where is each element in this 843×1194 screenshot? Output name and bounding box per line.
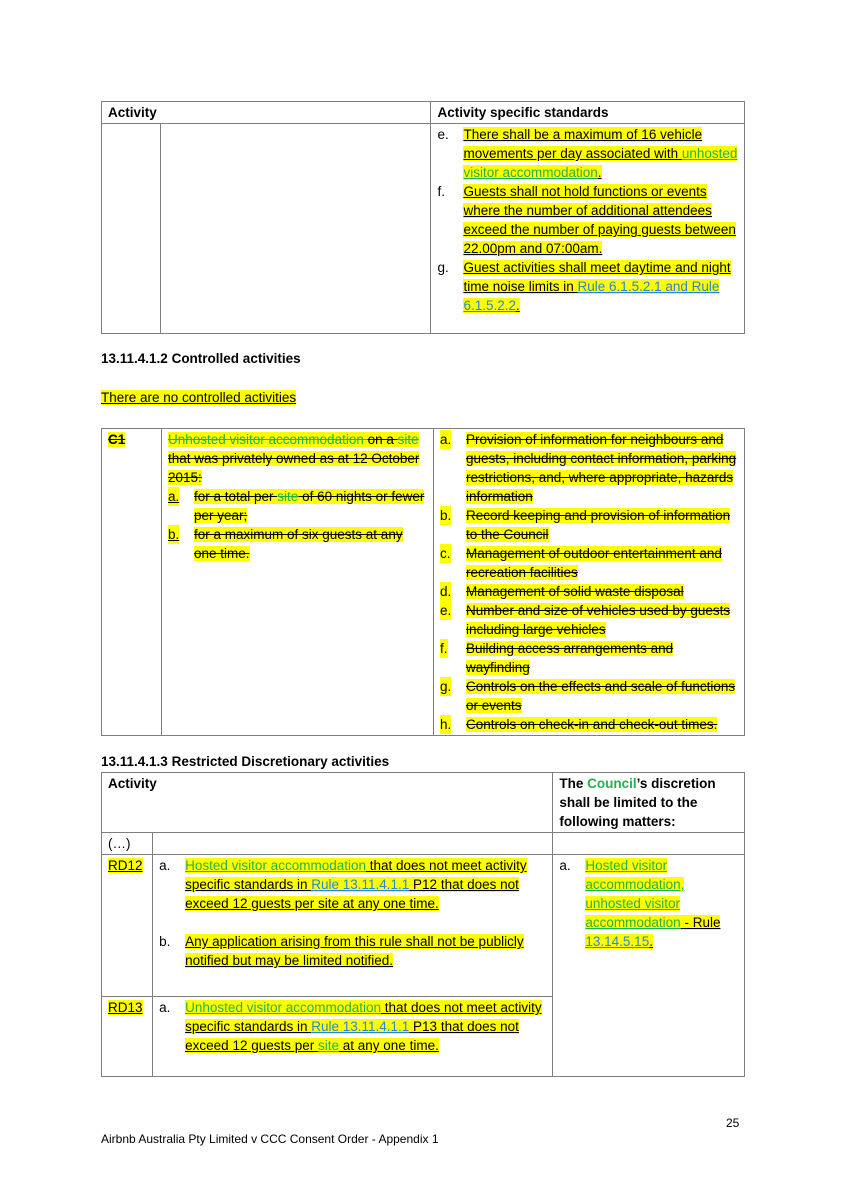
footer-text: Airbnb Australia Pty Limited v CCC Consent Order - Appendix 1 — [101, 1132, 439, 1146]
c1-activity-intro — [168, 430, 427, 487]
rd13-activity-cell — [153, 997, 553, 1077]
rd-ellipsis-empty — [153, 833, 553, 855]
rd13-list — [159, 998, 546, 1055]
matter-item — [440, 506, 738, 544]
restricted-discretionary-heading: 13.11.4.1.3 Restricted Discretionary activities — [101, 754, 390, 769]
list-marker: f. — [437, 184, 445, 199]
text-run: Unhosted visitor accommodation — [168, 432, 368, 447]
matter-text: Controls on the effects and scale of functions or events — [466, 679, 736, 713]
list-item — [168, 525, 427, 563]
text-run: Unhosted visitor accommodation — [185, 1000, 381, 1015]
matter-text: Number and size of vehicles used by guests including large vehicles — [466, 603, 731, 637]
text-run: Guest activities shall meet daytime and night time noise limits in — [463, 260, 731, 294]
text-run: site — [397, 432, 419, 447]
controlled-activities-table — [101, 428, 745, 736]
text-run: Guests shall not hold functions or events where the number of additional attendees exceed the number of paying guests between 22.00pm and 07:00am. — [463, 184, 736, 256]
text-run: on a — [367, 432, 398, 447]
text-run: Hosted visitor accommodation, unhosted visitor accommodation — [585, 858, 685, 930]
list-item — [159, 998, 546, 1055]
rule-id-c1: C1 — [102, 429, 162, 736]
standards-list — [437, 125, 738, 315]
text-run: P13 that does not exceed 12 guests per — [185, 1019, 519, 1053]
rd12-list — [159, 856, 546, 970]
activity-standards-table — [101, 101, 745, 334]
page-number: 25 — [726, 1116, 740, 1130]
rd-header-activity: Activity — [102, 773, 553, 833]
matter-text: Management of outdoor entertainment and recreation facilities — [466, 546, 722, 580]
list-marker: e. — [440, 603, 452, 618]
matter-text: Building access arrangements and wayfinding — [466, 641, 674, 675]
matter-item — [440, 430, 738, 506]
rd-matter-item: a. Hosted visitor accommodation, unhosted visitor accommodation - Rule 13.14.5.15. — [559, 858, 721, 949]
text-run: for a maximum of six guests at any one time. — [194, 527, 403, 561]
list-marker: a. — [159, 1000, 171, 1015]
standards-cell — [431, 124, 745, 334]
text-run: at any one time. — [339, 1038, 439, 1053]
text-run: . — [597, 165, 602, 180]
text-run: site — [318, 1038, 340, 1053]
rd-matters-list — [559, 856, 738, 951]
list-marker: a. — [168, 489, 180, 504]
text-run: Rule 6.1.5.2.1 and Rule 6.1.5.2.2 — [463, 279, 720, 313]
list-marker: c. — [440, 546, 451, 561]
controlled-activities-heading: 13.11.4.1.2 Controlled activities — [101, 351, 301, 366]
list-marker: a. — [159, 858, 171, 873]
restricted-discretionary-table — [101, 772, 745, 1077]
text-run: - Rule — [680, 915, 721, 930]
rd-ellipsis-empty-matters — [553, 833, 745, 855]
list-item — [159, 932, 546, 970]
text-run: that was privately owned as at 12 October 2015: — [168, 451, 420, 485]
list-marker: b. — [159, 934, 171, 949]
matter-text: Controls on check-in and check-out times. — [466, 717, 718, 732]
matter-item — [440, 601, 738, 639]
list-marker: b. — [440, 508, 452, 523]
matter-item — [440, 677, 738, 715]
text-run: Rule 13.11.4.1.1 — [311, 1019, 410, 1034]
header-activity: Activity — [102, 102, 431, 124]
list-item — [437, 125, 738, 182]
list-marker: e. — [437, 127, 449, 142]
list-marker: b. — [168, 527, 180, 542]
text-run: P12 that does not exceed 12 guests per site at any one time. — [185, 877, 519, 911]
list-item — [159, 856, 546, 913]
matter-text: Management of solid waste disposal — [466, 584, 684, 599]
list-marker: d. — [440, 584, 452, 599]
list-item — [168, 487, 427, 525]
list-marker: g. — [437, 260, 449, 275]
matter-item — [440, 582, 738, 601]
text-run: Hosted visitor accommodation — [185, 858, 366, 873]
text-run: There shall be a maximum of 16 vehicle movements per day associated with — [463, 127, 703, 161]
text-run: that does not meet activity specific standards in — [185, 1000, 542, 1034]
rule-id-cell — [102, 124, 161, 334]
text-run: 13.14.5.15 — [585, 934, 650, 949]
list-marker: f. — [440, 641, 448, 656]
c1-matters-cell — [434, 429, 745, 736]
matter-text: Record keeping and provision of information to the Council — [466, 508, 731, 542]
rd-header-discretion: The Council’s discretion shall be limited to the following matters: — [553, 773, 745, 833]
text-run: . — [516, 298, 520, 313]
no-controlled-activities-text: There are no controlled activities — [101, 390, 297, 405]
text-run: . — [649, 934, 653, 949]
rd-matters-cell — [553, 855, 745, 1077]
text-run: unhosted visitor accommodation — [463, 146, 738, 180]
rule-id-rd12: RD12 — [102, 855, 153, 997]
header-activity-specific-standards: Activity specific standards — [431, 102, 745, 124]
matter-item — [440, 544, 738, 582]
text-run: Rule 13.11.4.1.1 — [311, 877, 410, 892]
list-marker: h. — [440, 717, 452, 732]
rd-ellipsis-cell: (…) — [102, 833, 153, 855]
text-run: Any application arising from this rule shall not be publicly notified but may be limited notified. — [185, 934, 524, 968]
rule-id-rd13: RD13 — [102, 997, 153, 1077]
c1-activity-cell — [162, 429, 434, 736]
matter-item — [440, 639, 738, 677]
text-run: of 60 nights or fewer per year; — [194, 489, 425, 523]
list-marker: a. — [440, 432, 452, 447]
text-run: site — [277, 489, 299, 504]
matter-text: Provision of information for neighbours and guests, including contact information, parking restrictions, and, where appropriate, hazards information — [466, 432, 737, 504]
list-item — [437, 258, 738, 315]
text-run: that does not meet activity specific standards in — [185, 858, 527, 892]
matter-item — [440, 715, 738, 734]
list-marker: g. — [440, 679, 452, 694]
c1-activity-list — [168, 487, 427, 563]
rd12-activity-cell — [153, 855, 553, 997]
text-run: for a total per — [194, 489, 278, 504]
list-item — [437, 182, 738, 258]
activity-cell — [161, 124, 431, 334]
c1-matters-list — [440, 430, 738, 734]
